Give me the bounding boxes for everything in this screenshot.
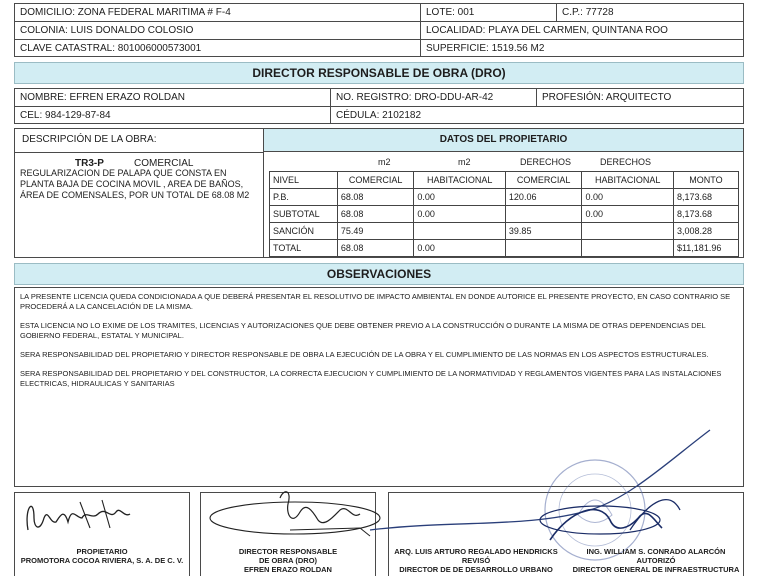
- table-row: [270, 189, 739, 206]
- grid-line: [14, 106, 744, 107]
- localidad: LOCALIDAD: PLAYA DEL CARMEN, QUINTANA ROO: [426, 25, 668, 36]
- dro-registro: NO. REGISTRO: DRO-DDU-AR-42: [336, 92, 494, 103]
- table-header: MONTO: [673, 172, 738, 189]
- table-cell: [582, 240, 674, 257]
- table-cell: 68.08: [337, 206, 414, 223]
- cp: C.P.: 77728: [562, 7, 614, 18]
- dro-nombre: NOMBRE: EFREN ERAZO ROLDAN: [20, 92, 186, 103]
- table-row: [270, 240, 739, 257]
- lote: LOTE: 001: [426, 7, 475, 18]
- sig-owner-name: PROMOTORA COCOA RIVIERA, S. A. DE C. V.: [20, 556, 184, 565]
- table-cell: 120.06: [505, 189, 582, 206]
- dro-profesion: PROFESIÓN: ARQUITECTO: [542, 92, 672, 103]
- dro-cedula: CÉDULA: 2102182: [336, 110, 422, 121]
- domicilio: DOMICILIO: ZONA FEDERAL MARITIMA # F-4: [20, 7, 231, 18]
- table-header: COMERCIAL: [337, 172, 414, 189]
- table-header: COMERCIAL: [505, 172, 582, 189]
- unit-m2-comercial: m2: [378, 157, 391, 167]
- table-cell: $11,181.96: [673, 240, 738, 257]
- table-cell: 68.08: [337, 189, 414, 206]
- colonia: COLONIA: LUIS DONALDO COLOSIO: [20, 25, 194, 36]
- grid-line: [14, 39, 744, 40]
- table-cell: SANCIÓN: [270, 223, 338, 240]
- table-cell: 8,173.68: [673, 189, 738, 206]
- table-cell: TOTAL: [270, 240, 338, 257]
- sig-autorizo-title: DIRECTOR GENERAL DE INFRAESTRUCTURA: [572, 565, 740, 574]
- unit-m2-habitacional: m2: [458, 157, 471, 167]
- obra-code: TR3-P: [75, 158, 104, 169]
- table-cell: 8,173.68: [673, 206, 738, 223]
- grid-line: [14, 152, 263, 153]
- table-cell: 0.00: [582, 189, 674, 206]
- signature-revisor: [330, 420, 730, 560]
- sig-owner-role: PROPIETARIO: [76, 547, 128, 556]
- table-cell: 39.85: [505, 223, 582, 240]
- grid-line: [14, 21, 744, 22]
- observacion-3: SERA RESPONSABILIDAD DEL PROPIETARIO Y DIRECTOR RESPONSABLE DE OBRA LA EJECUCIÓN DE LA OBRA Y EL CUMPLIMIENTO DE LAS NORMAS EN LOS ASPECTOS ESTRUCTURALES.: [20, 350, 709, 359]
- sig-revisor-name: ARQ. LUIS ARTURO REGALADO HENDRICKS: [394, 547, 558, 556]
- table-cell: [414, 223, 506, 240]
- dro-title: DIRECTOR RESPONSABLE DE OBRA (DRO): [14, 62, 744, 84]
- sig-autorizo-role: AUTORIZÓ: [636, 556, 676, 565]
- table-header-row: [270, 172, 739, 189]
- observacion-1: LA PRESENTE LICENCIA QUEDA CONDICIONADA A QUE DEBERÁ PRESENTAR EL RESOLUTIVO DE IMPACTO AMBIENTAL EN DONDE AUTORICE EL PRESENTE PROYECTO, EN CASO CONTRARIO SE PROCEDERÁ A LA CANCELACIÓN DE LA MISMA.: [20, 292, 731, 311]
- sig-dro-role-2: DE OBRA (DRO): [258, 556, 318, 565]
- obra-type: COMERCIAL: [134, 158, 194, 169]
- owner-table: [269, 171, 739, 257]
- sig-dro-role: DIRECTOR RESPONSABLE: [238, 547, 338, 556]
- grid-line: [536, 88, 537, 106]
- table-cell: 0.00: [582, 206, 674, 223]
- table-cell: 0.00: [414, 189, 506, 206]
- table-cell: 0.00: [414, 206, 506, 223]
- table-row: [270, 206, 739, 223]
- sig-dro-name: EFREN ERAZO ROLDAN: [244, 565, 332, 574]
- table-cell: SUBTOTAL: [270, 206, 338, 223]
- clave-catastral: CLAVE CATASTRAL: 801006000573001: [20, 43, 202, 54]
- table-cell: [505, 206, 582, 223]
- table-header: NIVEL: [270, 172, 338, 189]
- table-cell: 75.49: [337, 223, 414, 240]
- table-cell: 68.08: [337, 240, 414, 257]
- table-cell: [582, 223, 674, 240]
- obra-description: REGULARIZACION DE PALAPA QUE CONSTA EN PLANTA BAJA DE COCINA MOVIL , AREA DE BAÑOS, ÁREA DE COMENSALES, POR UN TOTAL DE 68.08 M2: [20, 168, 250, 200]
- grid-line: [330, 88, 331, 124]
- unit-derechos-habitacional: DERECHOS: [600, 157, 652, 167]
- table-cell: [505, 240, 582, 257]
- table-row: [270, 223, 739, 240]
- signature-owner: [20, 488, 190, 544]
- sig-revisor-title: DIRECTOR DE DE DESARROLLO URBANO: [399, 565, 553, 574]
- superficie: SUPERFICIE: 1519.56 M2: [426, 43, 545, 54]
- grid-line: [556, 3, 557, 21]
- table-cell: 3,008.28: [673, 223, 738, 240]
- dro-cel: CEL: 984-129-87-84: [20, 110, 111, 121]
- table-header: HABITACIONAL: [582, 172, 674, 189]
- observacion-2: ESTA LICENCIA NO LO EXIME DE LOS TRAMITES, LICENCIAS Y AUTORIZACIONES QUE DEBE OBTENER PREVIO A LA CONSTRUCCIÓN O DURANTE LA MISMA DE OTRAS DEPENDENCIAS DEL GOBIERNO FEDERAL, ESTATAL Y MUNICIPAL.: [20, 321, 706, 340]
- unit-derechos-comercial: DERECHOS: [520, 157, 572, 167]
- observaciones-title: OBSERVACIONES: [14, 263, 744, 285]
- table-cell: P.B.: [270, 189, 338, 206]
- sig-autorizo-name: ING. WILLIAM S. CONRADO ALARCÓN: [586, 547, 726, 556]
- obra-label: DESCRIPCIÓN DE LA OBRA:: [22, 134, 157, 145]
- sig-revisor-role: REVISÓ: [461, 556, 491, 565]
- table-cell: 0.00: [414, 240, 506, 257]
- grid-line: [420, 3, 421, 57]
- table-header: HABITACIONAL: [414, 172, 506, 189]
- observacion-4: SERA RESPONSABILIDAD DEL PROPIETARIO Y DEL CONSTRUCTOR, LA CORRECTA EJECUCION Y CUMPLIMIENTO DE LA NORMATIVIDAD Y REGLAMENTOS VIGENTES PARA LAS INSTALACIONES ELECTRICAS, HIDRAULICAS Y SANITARIAS: [20, 369, 722, 388]
- owner-title: DATOS DEL PROPIETARIO: [439, 134, 568, 145]
